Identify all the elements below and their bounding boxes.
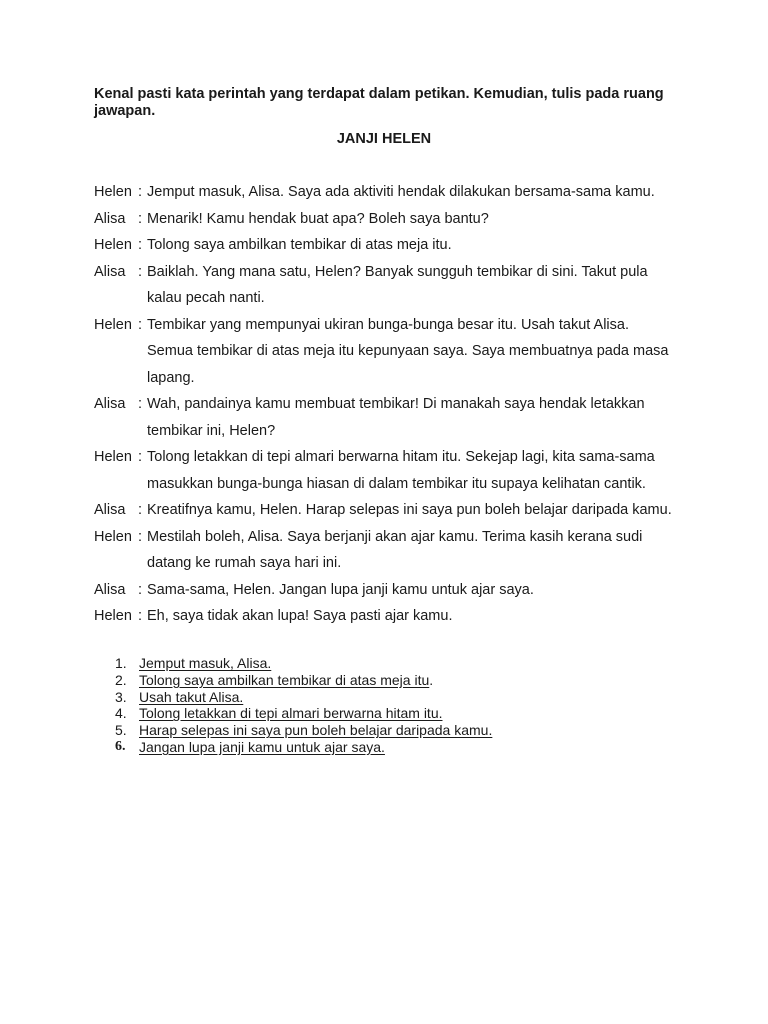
speech: Wah, pandainya kamu membuat tembikar! Di manakah saya hendak letakkan tembikar ini, Helen?: [147, 396, 645, 439]
speaker: Alisa: [94, 502, 126, 518]
dialogue-line: [94, 312, 694, 392]
speaker: Helen: [94, 237, 132, 253]
speaker: Alisa: [94, 210, 126, 227]
answer-number: 6.: [115, 738, 126, 754]
speech: Tembikar yang mempunyai ukiran bunga-bunga besar itu. Usah takut Alisa. Semua tembikar di atas meja itu kepunyaan saya. Saya membuatnya pada masa lapang.: [147, 316, 669, 386]
answer-text: Tolong letakkan di tepi almari berwarna hitam itu.: [139, 705, 443, 722]
speech: Jemput masuk, Alisa. Saya ada aktiviti hendak dilakukan bersama-sama kamu.: [147, 184, 655, 200]
colon: :: [138, 184, 143, 200]
dialogue-line: [94, 444, 694, 497]
colon: :: [138, 581, 143, 598]
colon: :: [138, 237, 143, 253]
instruction-text: Kenal pasti kata perintah yang terdapat dalam petikan. Kemudian, tulis pada ruang jawapan.: [94, 86, 664, 119]
speech: Tolong saya ambilkan tembikar di atas meja itu.: [147, 237, 452, 253]
speech: Eh, saya tidak akan lupa! Saya pasti ajar kamu.: [147, 608, 453, 624]
answer-text: Jangan lupa janji kamu untuk ajar saya.: [139, 738, 385, 755]
speaker: Helen: [94, 316, 132, 333]
answer-text: Tolong saya ambilkan tembikar di atas meja itu: [139, 671, 430, 688]
dialogue-line: [94, 259, 694, 312]
answer-number: 3.: [115, 688, 127, 705]
speech: Tolong letakkan di tepi almari berwarna hitam itu. Sekejap lagi, kita sama-sama masukkan bunga-bunga hiasan di dalam tembikar itu supaya kelihatan cantik.: [147, 449, 655, 492]
speaker: Alisa: [94, 396, 126, 412]
answer-text: Harap selepas ini saya pun boleh belajar daripada kamu.: [139, 722, 493, 739]
speech: Mestilah boleh, Alisa. Saya berjanji akan ajar kamu. Terima kasih kerana sudi datang ke rumah saya hari ini.: [147, 528, 643, 571]
dialogue-line: [94, 391, 694, 444]
speaker: Alisa: [94, 263, 126, 280]
speech: Menarik! Kamu hendak buat apa? Boleh saya bantu?: [147, 210, 489, 227]
answer-item: [115, 705, 675, 722]
colon: :: [138, 263, 143, 280]
colon: :: [138, 210, 143, 227]
speaker: Helen: [94, 449, 132, 465]
colon: :: [138, 449, 143, 465]
answer-number: 4.: [115, 705, 127, 722]
answer-number: 5.: [115, 722, 127, 739]
answer-text: Usah takut Alisa.: [139, 688, 244, 705]
dialogue-line: [94, 206, 694, 233]
answer-text: Jemput masuk, Alisa.: [139, 655, 272, 671]
dialogue: [94, 179, 694, 630]
speaker: Helen: [94, 184, 132, 200]
colon: :: [138, 396, 143, 412]
speaker: Alisa: [94, 581, 126, 598]
colon: :: [138, 316, 143, 333]
dialogue-line: [94, 179, 694, 206]
answer-number: 1.: [115, 655, 127, 671]
answer-list: [115, 655, 675, 756]
dialogue-line: [94, 577, 694, 604]
speech: Baiklah. Yang mana satu, Helen? Banyak sungguh tembikar di sini. Takut pula kalau pecah nanti.: [147, 263, 648, 306]
story-title: [0, 131, 768, 147]
colon: :: [138, 608, 143, 624]
speaker: Helen: [94, 528, 132, 545]
colon: :: [138, 502, 143, 518]
speech: Kreatifnya kamu, Helen. Harap selepas ini saya pun boleh belajar daripada kamu.: [147, 502, 672, 518]
dialogue-line: [94, 232, 694, 259]
dialogue-line: [94, 524, 694, 577]
speaker: Helen: [94, 608, 132, 624]
speech: Sama-sama, Helen. Jangan lupa janji kamu untuk ajar saya.: [147, 581, 534, 598]
answer-item: [115, 655, 675, 672]
story-title-text: JANJI HELEN: [336, 131, 432, 147]
answer-item: [115, 689, 675, 706]
answer-number: 2.: [115, 671, 127, 688]
answer-item: [115, 722, 675, 739]
answer-item: [115, 739, 675, 756]
dialogue-line: [94, 603, 694, 630]
colon: :: [138, 528, 143, 545]
answer-item: [115, 672, 675, 689]
answer-trail: .: [429, 671, 434, 688]
dialogue-line: [94, 497, 694, 524]
